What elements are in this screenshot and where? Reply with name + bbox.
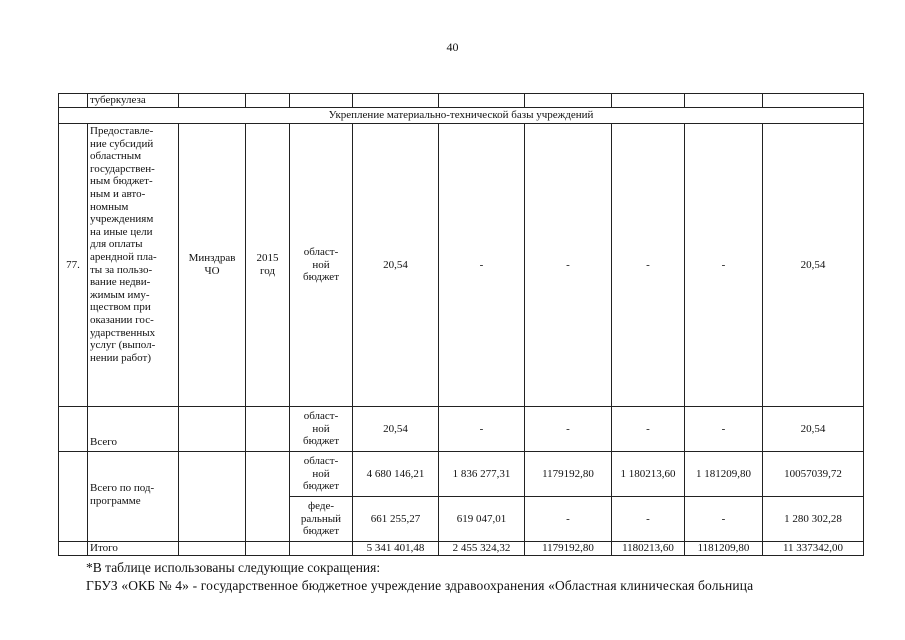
executor: Минздрав ЧО <box>179 124 246 407</box>
total-cell: 20,54 <box>763 407 864 452</box>
value-cell: 1179192,80 <box>525 542 612 556</box>
footnote-abbreviation: ГБУЗ «ОКБ № 4» - государственное бюджетное учреждение здравоохранения «Областная клиническая больница <box>86 578 754 593</box>
year: 2015 год <box>246 124 290 407</box>
value-cell: - <box>439 124 525 407</box>
value-cell: 1181209,80 <box>685 542 763 556</box>
value-cell: 2 455 324,32 <box>439 542 525 556</box>
value-cell: 1179192,80 <box>525 452 612 497</box>
value-cell: 661 255,27 <box>353 497 439 542</box>
funding-source: област- ной бюджет <box>290 124 353 407</box>
value-cell: - <box>525 124 612 407</box>
funding-source: област- ной бюджет <box>290 407 353 452</box>
value-cell: 1 836 277,31 <box>439 452 525 497</box>
value-cell: - <box>439 407 525 452</box>
value-cell: 1180213,60 <box>612 542 685 556</box>
budget-table <box>58 93 864 556</box>
vsego-label: Всего <box>88 407 179 452</box>
value-cell: - <box>685 497 763 542</box>
value-cell: - <box>525 407 612 452</box>
table-row <box>59 542 864 556</box>
itogo-label: Итого <box>88 542 179 556</box>
total-cell: 11 337342,00 <box>763 542 864 556</box>
page-number: 40 <box>446 40 459 54</box>
value-cell: 4 680 146,21 <box>353 452 439 497</box>
value-cell: 5 341 401,48 <box>353 542 439 556</box>
footnote-heading: *В таблице использованы следующие сокращения: <box>86 560 381 575</box>
funding-source: феде- ральный бюджет <box>290 497 353 542</box>
subprogram-label: Всего по под- программе <box>88 452 179 542</box>
value-cell: - <box>612 407 685 452</box>
total-cell: 20,54 <box>763 124 864 407</box>
prev-row-label: туберкулеза <box>88 94 179 108</box>
table-row <box>59 94 864 108</box>
table-row <box>59 407 864 452</box>
value-cell: 1 181209,80 <box>685 452 763 497</box>
table-row <box>59 124 864 407</box>
value-cell: - <box>612 124 685 407</box>
item-description: Предоставле- ние субсидий областным государствен- ным бюджет- ным и авто- номным учреждениям на иные цели для оплаты арендной пла- ты за пользо- вание недви- жимым иму- ществом при оказании гос- ударственных услуг (выпол- нении работ) <box>88 124 179 407</box>
section-title: Укрепление материально-технической базы учреждений <box>59 108 864 124</box>
value-cell: 20,54 <box>353 407 439 452</box>
value-cell: 619 047,01 <box>439 497 525 542</box>
row-number: 77. <box>59 124 88 407</box>
value-cell: - <box>612 497 685 542</box>
total-cell: 1 280 302,28 <box>763 497 864 542</box>
value-cell: - <box>525 497 612 542</box>
value-cell: - <box>685 407 763 452</box>
table-row <box>59 452 864 497</box>
funding-source: област- ной бюджет <box>290 452 353 497</box>
section-row <box>59 108 864 124</box>
value-cell: - <box>685 124 763 407</box>
value-cell: 1 180213,60 <box>612 452 685 497</box>
value-cell: 20,54 <box>353 124 439 407</box>
total-cell: 10057039,72 <box>763 452 864 497</box>
